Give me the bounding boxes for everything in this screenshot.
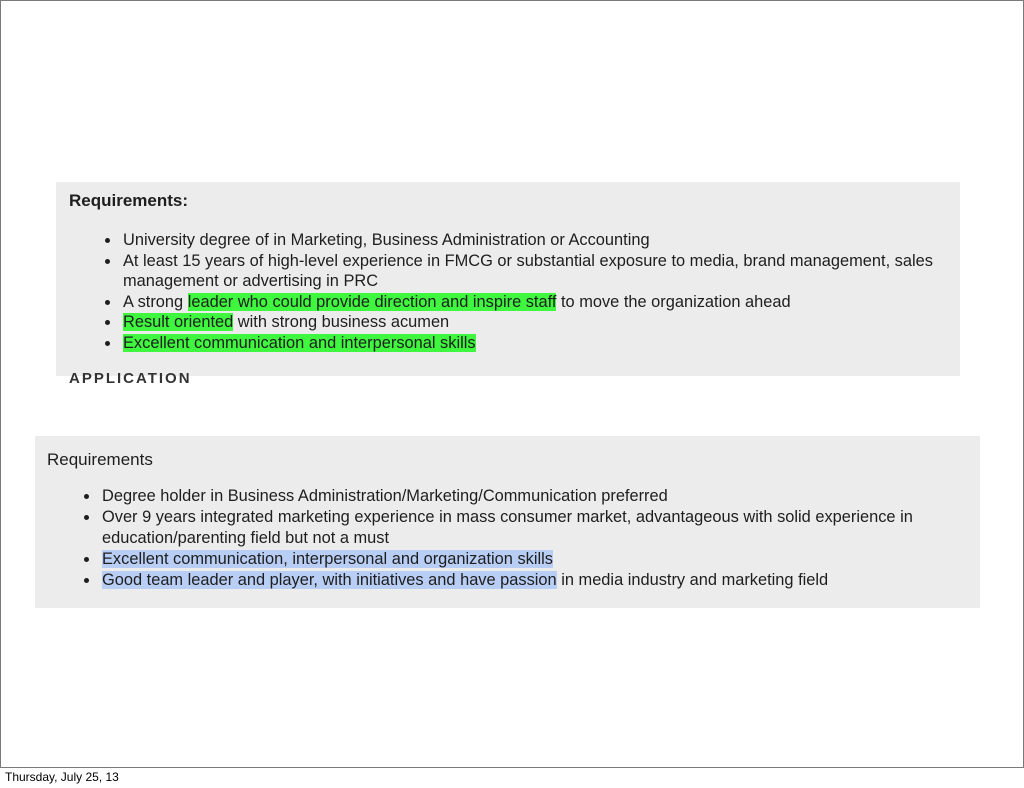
requirements-heading: Requirements: <box>69 191 189 210</box>
list-item: Over 9 years integrated marketing experience in mass consumer market, advantageous with solid experience in education/parenting field but not a must <box>83 507 963 549</box>
requirements-screenshot-1 <box>56 182 960 387</box>
cut-off-heading: APPLICATION <box>69 370 192 387</box>
list-item: University degree of in Marketing, Business Administration or Accounting <box>104 230 944 251</box>
list-item <box>83 549 963 570</box>
list-item: Result oriented with strong business acumen <box>104 312 944 333</box>
list-item <box>104 333 944 354</box>
highlighted-text: Good team leader and player, with initiatives and have passion <box>102 571 557 589</box>
list-item: A strong leader who could provide direction and inspire staff to move the organization ahead <box>104 292 944 313</box>
highlighted-text: Result oriented <box>123 313 234 331</box>
list-item: At least 15 years of high-level experience in FMCG or substantial exposure to media, brand management, sales management or advertising in PRC <box>104 251 944 292</box>
requirements-screenshot-2 <box>35 436 980 608</box>
requirements-heading: Requirements <box>47 450 153 469</box>
list-item: Degree holder in Business Administration/Marketing/Communication preferred <box>83 486 963 507</box>
requirements-list <box>83 486 963 591</box>
footer-date: Thursday, July 25, 13 <box>5 770 119 784</box>
highlighted-text: Excellent communication and interpersonal skills <box>123 333 476 352</box>
highlighted-text: leader who could provide direction and inspire staff <box>187 292 557 311</box>
highlighted-text: Excellent communication, interpersonal and organization skills <box>102 550 553 568</box>
list-item: Good team leader and player, with initiatives and have passion in media industry and marketing field <box>83 570 963 591</box>
requirements-list <box>104 230 944 353</box>
